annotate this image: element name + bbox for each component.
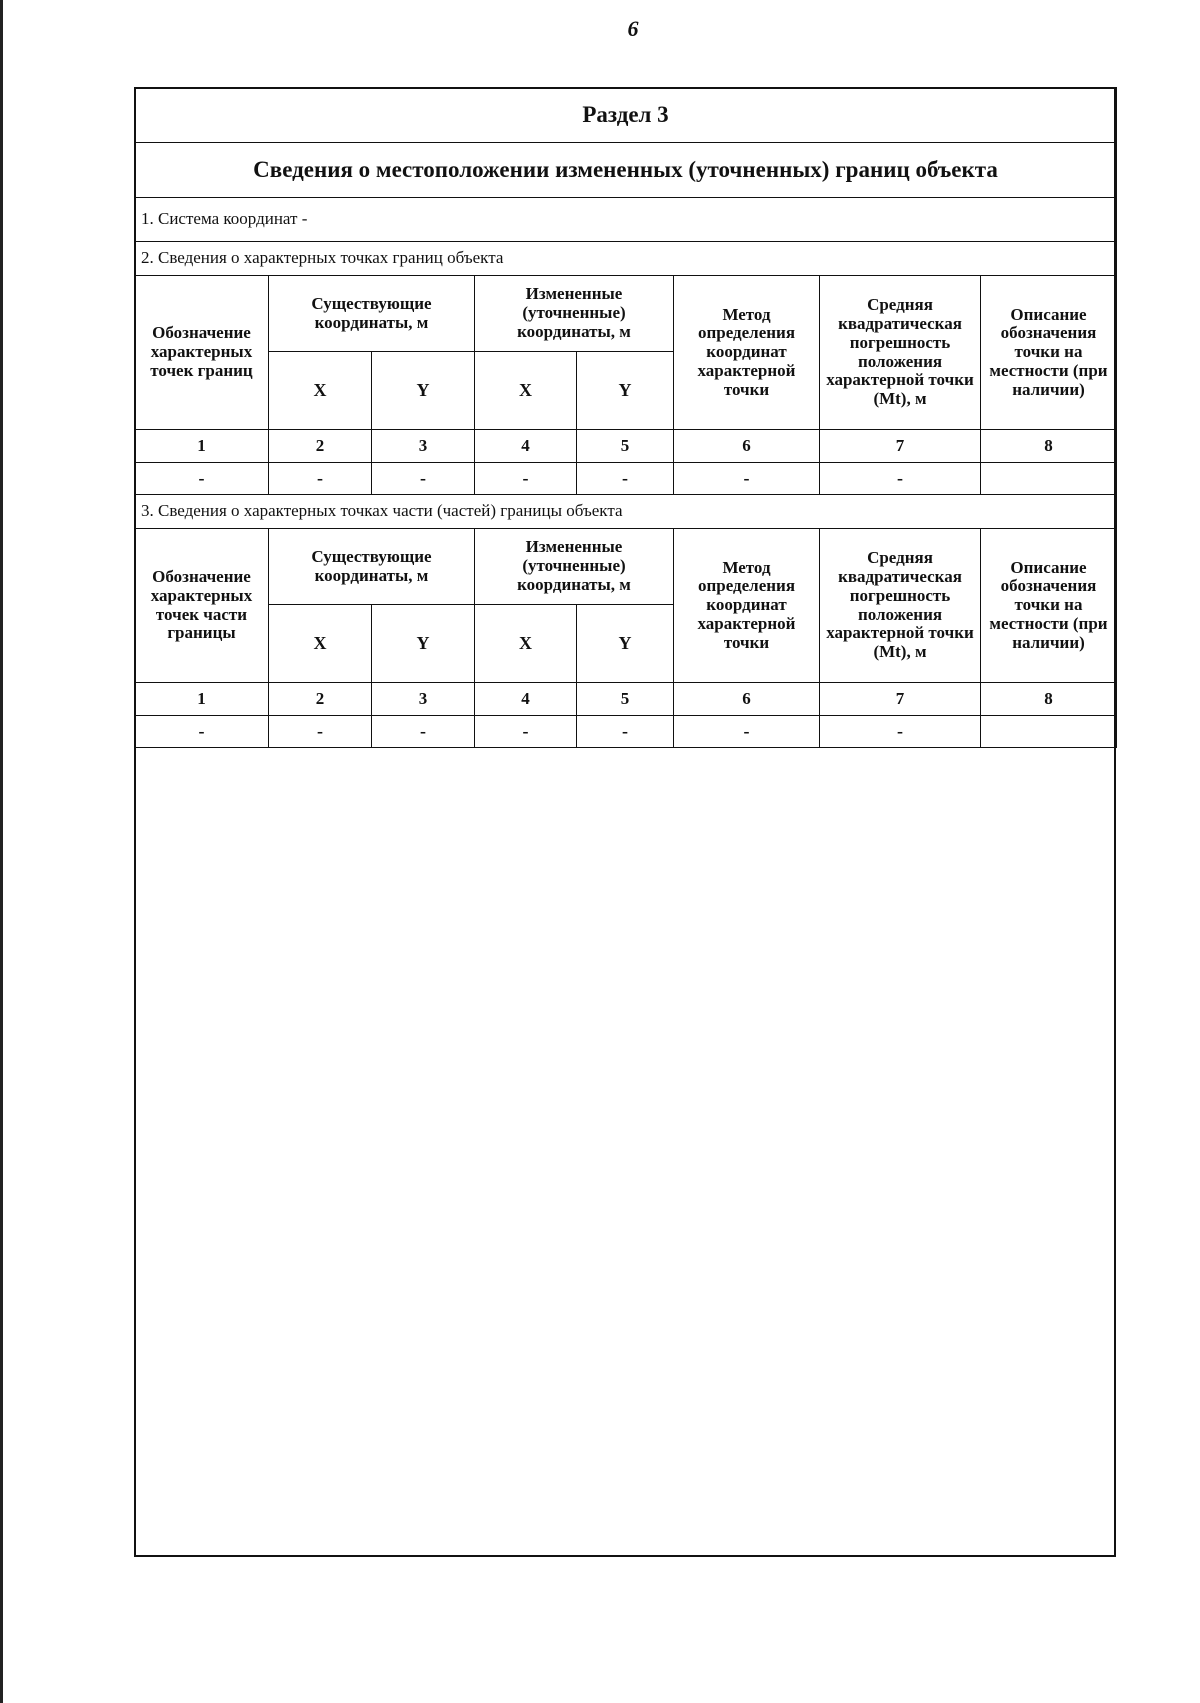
table-row: [135, 463, 1117, 495]
block2-header-changed-coords: Измененные (уточненные) координаты, м: [475, 276, 674, 352]
table-cell: -: [674, 716, 820, 748]
block2-header-existing-coords: Существующие координаты, м: [269, 276, 475, 352]
scan-edge: [0, 0, 3, 1703]
table-cell: -: [820, 463, 981, 495]
column-number: 3: [372, 683, 475, 716]
table-cell: -: [269, 463, 372, 495]
column-number: 8: [981, 683, 1117, 716]
block3-header-method: Метод определения координат характерной точки: [674, 529, 820, 683]
column-number: 7: [820, 430, 981, 463]
block3-title: 3. Сведения о характерных точках части (частей) границы объекта: [135, 495, 1117, 529]
column-number: 8: [981, 430, 1117, 463]
table-cell: [981, 716, 1117, 748]
block2-header-description: Описание обозначения точки на местности (при наличии): [981, 276, 1117, 430]
column-number: 2: [269, 683, 372, 716]
block3-header-y-changed: Y: [577, 605, 674, 683]
table-cell: [981, 463, 1117, 495]
block3-header-existing-coords: Существующие координаты, м: [269, 529, 475, 605]
page-number: 6: [627, 16, 639, 41]
column-number: 7: [820, 683, 981, 716]
table-cell: -: [475, 463, 577, 495]
block2-title: 2. Сведения о характерных точках границ объекта: [135, 242, 1117, 276]
column-number: 2: [269, 430, 372, 463]
block2-header-x-changed: X: [475, 352, 577, 430]
table-cell: -: [475, 716, 577, 748]
block2-header-error: Средняя квадратическая погрешность положения характерной точки (Mt), м: [820, 276, 981, 430]
block3-header-y-existing: Y: [372, 605, 475, 683]
section-title: Раздел 3: [135, 88, 1117, 143]
table-cell: -: [577, 716, 674, 748]
block2-header-y-changed: Y: [577, 352, 674, 430]
block2-header-y-existing: Y: [372, 352, 475, 430]
block2-header-method: Метод определения координат характерной точки: [674, 276, 820, 430]
table-cell: -: [820, 716, 981, 748]
column-number: 4: [475, 430, 577, 463]
block2-header-x-existing: X: [269, 352, 372, 430]
table-cell: -: [269, 716, 372, 748]
block2-column-numbers: [135, 430, 1117, 463]
column-number: 5: [577, 430, 674, 463]
table-row: [135, 716, 1117, 748]
block3-header-x-existing: X: [269, 605, 372, 683]
block3-header-description: Описание обозначения точки на местности (при наличии): [981, 529, 1117, 683]
column-number: 5: [577, 683, 674, 716]
table-cell: -: [135, 463, 269, 495]
table-cell: -: [135, 716, 269, 748]
column-number: 1: [135, 683, 269, 716]
column-number: 6: [674, 683, 820, 716]
block2-header-point-designation: Обозначение характерных точек границ: [135, 276, 269, 430]
section-3-table: [134, 87, 1117, 748]
block3-header-changed-coords: Измененные (уточненные) координаты, м: [475, 529, 674, 605]
block3-header-error: Средняя квадратическая погрешность положения характерной точки (Mt), м: [820, 529, 981, 683]
column-number: 1: [135, 430, 269, 463]
table-cell: -: [674, 463, 820, 495]
coordinate-system: 1. Система координат -: [135, 198, 1117, 242]
column-number: 4: [475, 683, 577, 716]
section-subtitle: Сведения о местоположении измененных (уточненных) границ объекта: [135, 143, 1117, 198]
column-number: 3: [372, 430, 475, 463]
table-cell: -: [577, 463, 674, 495]
table-cell: -: [372, 716, 475, 748]
table-cell: -: [372, 463, 475, 495]
block3-header-point-designation: Обозначение характерных точек части границы: [135, 529, 269, 683]
block3-column-numbers: [135, 683, 1117, 716]
column-number: 6: [674, 430, 820, 463]
block3-header-x-changed: X: [475, 605, 577, 683]
